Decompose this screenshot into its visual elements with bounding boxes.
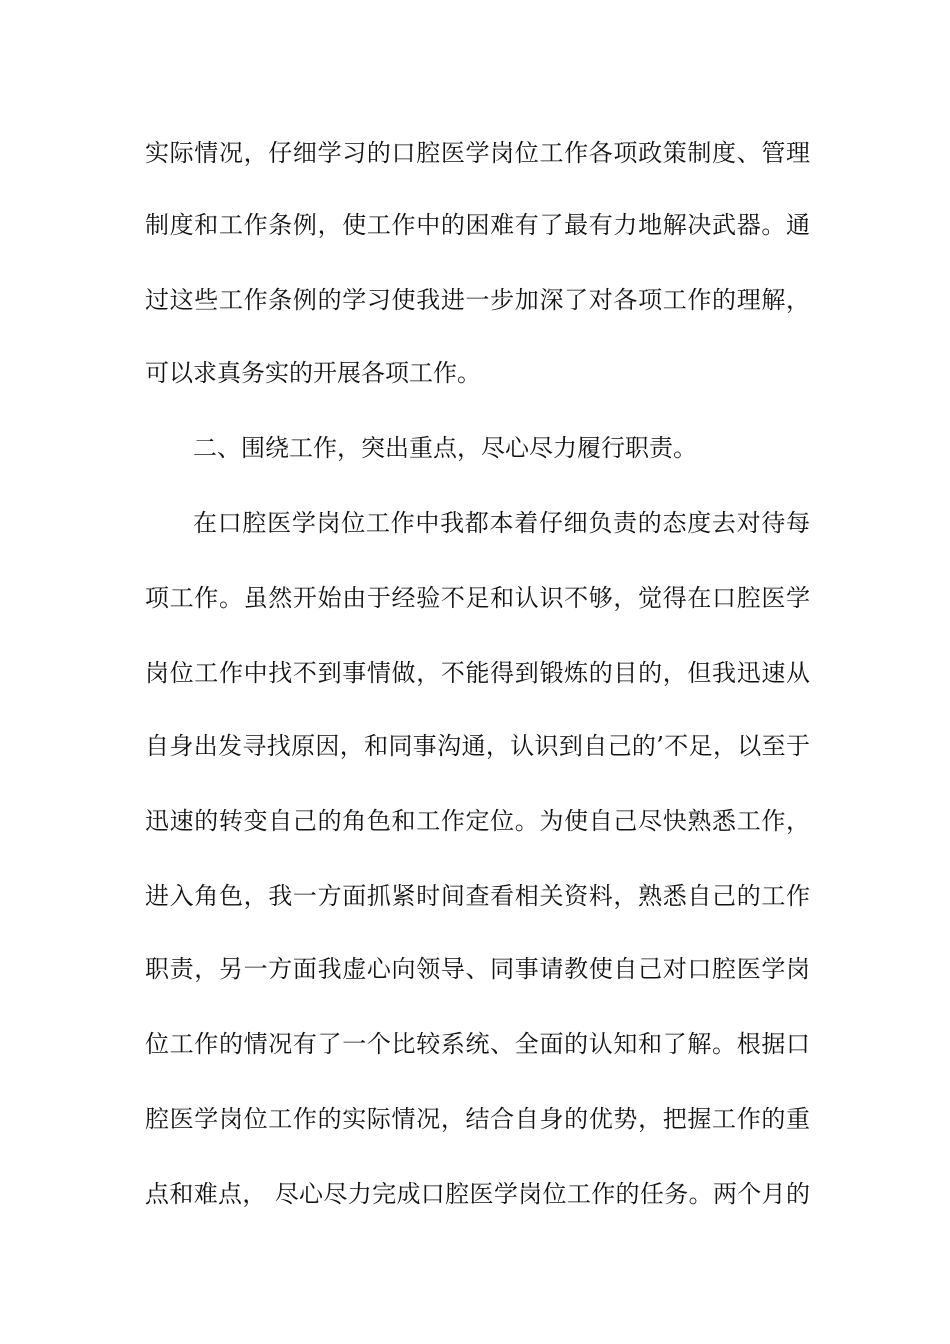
paragraph-line-7: 岗位工作中找不到事情做，不能得到锻炼的目的，但我迅速从 [145, 659, 810, 687]
paragraph-line-14: 点和难点， 尽心尽力完成口腔医学岗位工作的任务。两个月的 [145, 1180, 810, 1208]
paragraph-line-13: 腔医学岗位工作的实际情况，结合自身的优势，把握工作的重 [145, 1105, 810, 1133]
paragraph-line-11: 职责，另一方面我虚心向领导、同事请教使自己对口腔医学岗 [145, 955, 810, 983]
paragraph-line-9: 迅速的转变自己的角色和工作定位。为使自己尽快熟悉工作， [145, 807, 810, 835]
paragraph-line-1: 实际情况，仔细学习的口腔医学岗位工作各项政策制度、管理 [145, 139, 810, 167]
paragraph-line-3: 过这些工作条例的学习使我进一步加深了对各项工作的理解， [145, 286, 810, 314]
paragraph-line-8: 自身出发寻找原因，和同事沟通，认识到自己的’不足，以至于 [145, 732, 810, 760]
paragraph-line-12: 位工作的情况有了一个比较系统、全面的认知和了解。根据口 [145, 1030, 810, 1058]
paragraph-line-4: 可以求真务实的开展各项工作。 [145, 359, 481, 387]
paragraph-line-5: 在口腔医学岗位工作中我都本着仔细负责的态度去对待每 [193, 509, 810, 537]
paragraph-line-2: 制度和工作条例，使工作中的困难有了最有力地解决武器。通 [145, 211, 810, 239]
paragraph-line-10: 进入角色，我一方面抓紧时间查看相关资料，熟悉自己的工作 [145, 882, 810, 910]
section-heading: 二、围绕工作，突出重点，尽心尽力履行职责。 [193, 434, 697, 462]
paragraph-line-6: 项工作。虽然开始由于经验不足和认识不够，觉得在口腔医学 [145, 584, 810, 612]
